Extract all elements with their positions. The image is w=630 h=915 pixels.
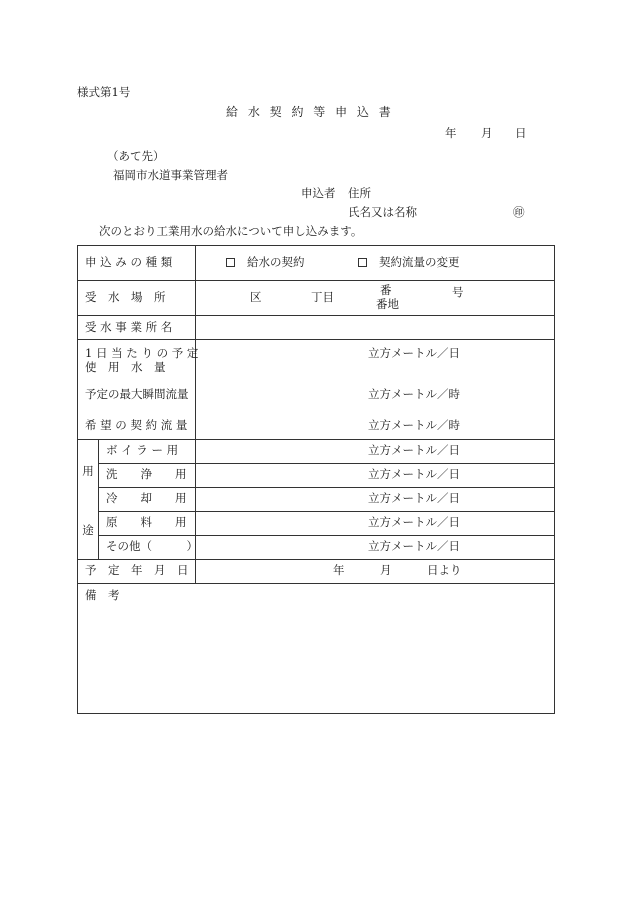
daily-usage-label-1: 1 日 当 た り の 予 定 xyxy=(85,346,199,360)
business-name-label: 受 水 事 業 所 名 xyxy=(85,320,173,334)
contract-flow-unit: 立方メートル／時 xyxy=(368,418,460,432)
date-month-label: 月 xyxy=(481,126,493,140)
option-new-contract[interactable]: 給水の契約 xyxy=(226,257,305,269)
row-divider xyxy=(78,339,554,340)
max-flow-label: 予定の最大瞬間流量 xyxy=(85,387,189,401)
chome-label: 丁目 xyxy=(311,290,334,304)
row-divider xyxy=(98,487,554,488)
applicant-label: 申込者 xyxy=(301,186,336,200)
scheduled-date-label: 予 定 年 月 日 xyxy=(85,563,189,577)
scheduled-month-label: 月 xyxy=(380,563,392,577)
checkbox-flow-change[interactable] xyxy=(358,258,367,267)
column-divider xyxy=(195,246,196,583)
purpose-other-unit: 立方メートル／日 xyxy=(368,539,460,553)
purpose-label-top: 用 xyxy=(82,464,94,478)
water-location-label: 受 水 場 所 xyxy=(85,290,166,304)
address-label: 住所 xyxy=(348,186,371,200)
application-table xyxy=(77,245,555,714)
purpose-boiler-label: ボ イ ラ ー 用 xyxy=(106,443,179,457)
purpose-boiler-unit: 立方メートル／日 xyxy=(368,443,460,457)
contract-flow-label: 希 望 の 契 約 流 量 xyxy=(85,418,188,432)
application-type-label: 申 込 み の 種 類 xyxy=(85,255,173,269)
date-year-label: 年 xyxy=(445,126,457,140)
remarks-label: 備 考 xyxy=(85,588,120,602)
remarks-area[interactable] xyxy=(78,583,554,713)
ban-label: 番 xyxy=(380,283,392,297)
daily-usage-unit: 立方メートル／日 xyxy=(368,346,460,360)
page-title: 給 水 契 約 等 申 込 書 xyxy=(226,105,394,119)
row-divider xyxy=(78,315,554,316)
scheduled-from-label: 日より xyxy=(427,563,462,577)
row-divider xyxy=(78,439,554,440)
seal-icon: ㊞ xyxy=(513,205,525,219)
row-divider xyxy=(78,280,554,281)
row-divider xyxy=(98,535,554,536)
daily-usage-label-2: 使 用 水 量 xyxy=(85,360,166,374)
form-number: 様式第1号 xyxy=(77,85,131,99)
purpose-material-label: 原 料 用 xyxy=(106,515,187,529)
row-divider xyxy=(78,559,554,560)
option-flow-change[interactable]: 契約流量の変更 xyxy=(358,257,460,269)
purpose-material-unit: 立方メートル／日 xyxy=(368,515,460,529)
purpose-cooling-label: 冷 却 用 xyxy=(106,491,187,505)
addressee-prefix: （あて先） xyxy=(107,149,165,163)
scheduled-year-label: 年 xyxy=(333,563,345,577)
addressee: 福岡市水道事業管理者 xyxy=(113,168,228,182)
intro-text: 次のとおり工業用水の給水について申し込みます。 xyxy=(99,224,363,238)
purpose-label-bottom: 途 xyxy=(82,523,94,537)
name-label: 氏名又は名称 xyxy=(348,205,417,219)
banchi-label: 番地 xyxy=(376,297,399,311)
row-divider xyxy=(98,511,554,512)
purpose-cleaning-label: 洗 浄 用 xyxy=(106,467,187,481)
row-divider xyxy=(98,463,554,464)
date-day-label: 日 xyxy=(515,126,527,140)
purpose-cleaning-unit: 立方メートル／日 xyxy=(368,467,460,481)
purpose-other-label: その他（ ） xyxy=(106,539,198,553)
ward-label: 区 xyxy=(250,290,262,304)
checkbox-new-contract[interactable] xyxy=(226,258,235,267)
purpose-cooling-unit: 立方メートル／日 xyxy=(368,491,460,505)
purpose-column-divider xyxy=(98,439,99,559)
go-label: 号 xyxy=(452,285,464,299)
max-flow-unit: 立方メートル／時 xyxy=(368,387,460,401)
